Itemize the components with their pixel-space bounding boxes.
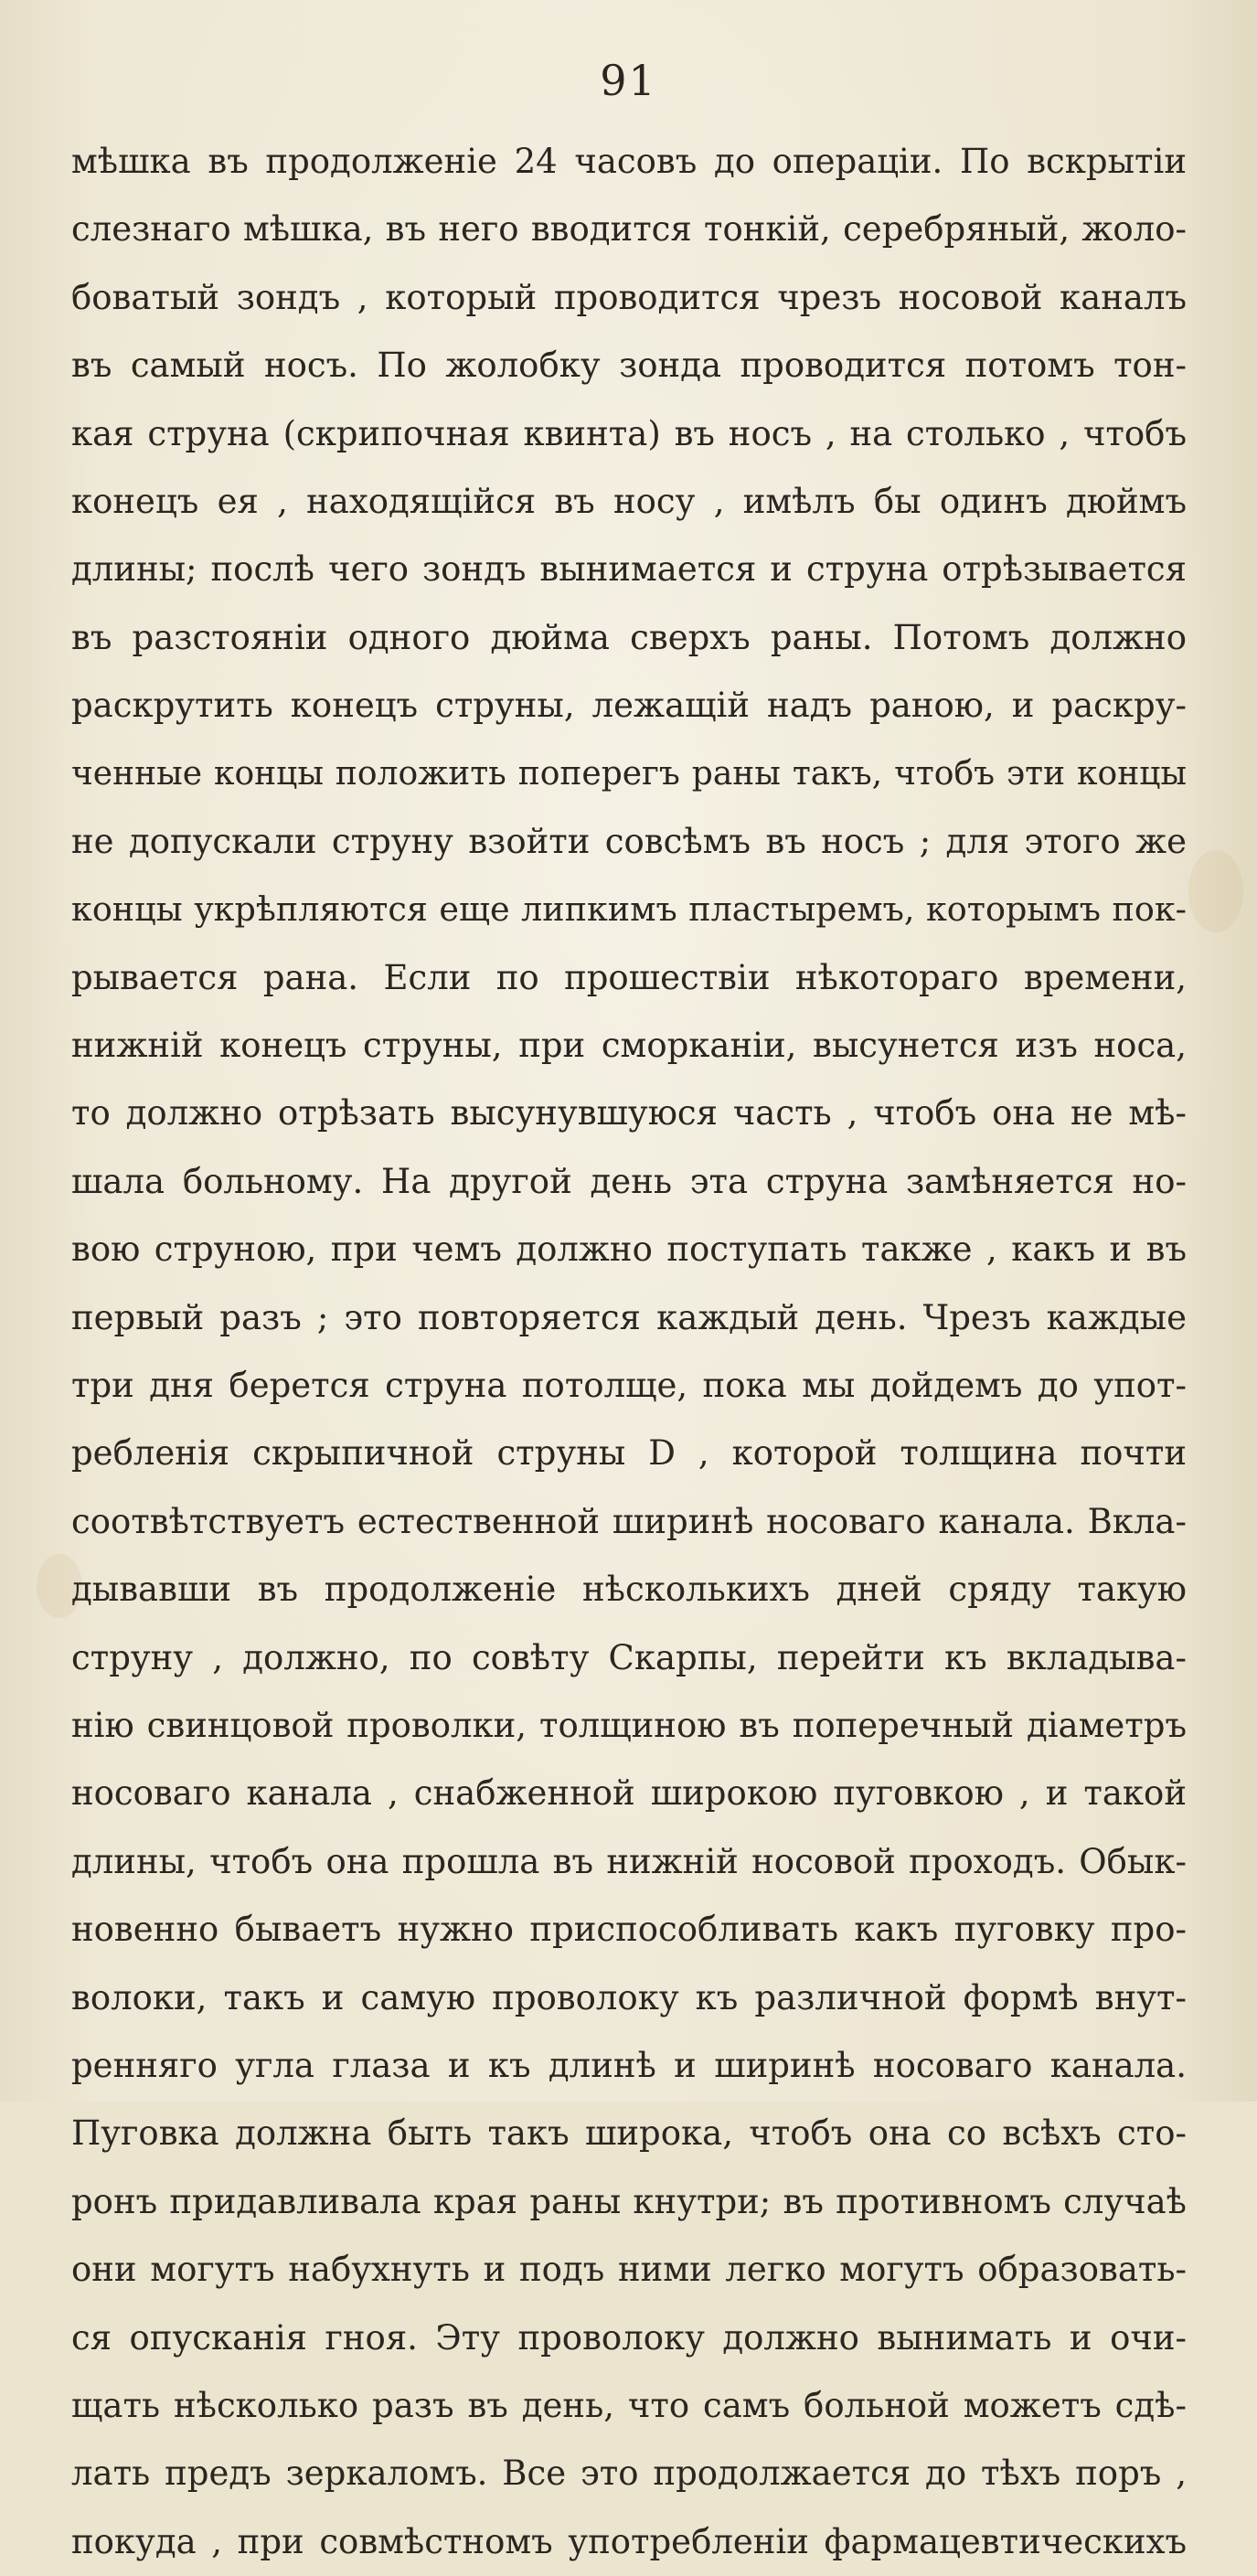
text-line: соотвѣтствуетъ естественной ширинѣ носоваго канала. Вкла- xyxy=(71,1501,1187,1541)
text-line: первый разъ ; это повторяется каждый день. Чрезъ каждые xyxy=(71,1297,1187,1337)
text-line: дывавши въ продолженіе нѣсколькихъ дней сряду такую xyxy=(71,1570,1187,1610)
text-line: нію свинцовой проволки, толщиною въ поперечный діаметръ xyxy=(71,1705,1187,1745)
text-line: концы укрѣпляются еще липкимъ пластыремъ, которымъ пок- xyxy=(71,889,1187,930)
text-line: три дня берется струна потолще, пока мы дойдемъ до упот- xyxy=(71,1366,1187,1406)
text-line: нижній конецъ струны, при сморканіи, высунется изъ носа, xyxy=(71,1026,1187,1066)
text-line: раскрутить конецъ струны, лежащій надъ раною, и раскру- xyxy=(71,686,1187,726)
paper-stain xyxy=(1188,850,1243,932)
text-line: вою струною, при чемъ должно поступать также , какъ и въ xyxy=(71,1229,1187,1270)
text-line: они могутъ набухнуть и подъ ними легко могутъ образовать- xyxy=(71,2250,1187,2290)
text-line: ся опусканія гноя. Эту проволоку должно вынимать и очи- xyxy=(71,2317,1187,2358)
text-line: мѣшка въ продолженіе 24 часовъ до операціи. По вскрытіи xyxy=(71,142,1187,181)
text-line: волоки, такъ и самую проволоку къ различной формѣ внут- xyxy=(71,1977,1187,2017)
text-line: рывается рана. Если по прошествіи нѣкотораго времени, xyxy=(71,957,1187,997)
text-line: въ самый носъ. По жолобку зонда проводится потомъ тон- xyxy=(71,346,1187,386)
text-line: боватый зондъ , который проводится чрезъ носовой каналъ xyxy=(71,277,1187,317)
text-line: ченные концы положить поперегъ раны такъ, чтобъ эти концы xyxy=(71,754,1187,793)
body-text xyxy=(71,128,1187,2576)
text-line: носоваго канала , снабженной широкою пуговкою , и такой xyxy=(71,1773,1187,1814)
text-line: ренняго угла глаза и къ длинѣ и ширинѣ носоваго канала. xyxy=(71,2045,1187,2085)
text-line: новенно бываетъ нужно приспособливать какъ пуговку про- xyxy=(71,1910,1187,1950)
page-number: 91 xyxy=(600,56,657,105)
text-line: струну , должно, по совѣту Скарпы, перейти къ вкладыва- xyxy=(71,1637,1187,1677)
text-line: конецъ ея , находящійся въ носу , имѣлъ бы одинъ дюймъ xyxy=(71,481,1187,521)
text-line: шала больному. На другой день эта струна замѣняется но- xyxy=(71,1161,1187,1201)
text-line: кая струна (скрипочная квинта) въ носъ , на столько , чтобъ xyxy=(71,413,1187,453)
text-line: въ разстояніи одного дюйма сверхъ раны. Потомъ должно xyxy=(71,617,1187,657)
text-line: лать предъ зеркаломъ. Все это продолжается до тѣхъ поръ , xyxy=(71,2454,1187,2494)
text-line: щать нѣсколько разъ въ день, что самъ больной можетъ сдѣ- xyxy=(71,2385,1187,2425)
text-line: Пуговка должна быть такъ широка, чтобъ она со всѣхъ сто- xyxy=(71,2113,1187,2154)
text-line: слезнаго мѣшка, въ него вводится тонкій, серебряный, жоло- xyxy=(71,209,1187,250)
text-line: ребленія скрыпичной струны D , которой толщина почти xyxy=(71,1433,1187,1474)
text-line: длины, чтобъ она прошла въ нижній носовой проходъ. Обык- xyxy=(71,1841,1187,1881)
text-line: длины; послѣ чего зондъ вынимается и струна отрѣзывается xyxy=(71,549,1187,590)
text-line: не допускали струну взойти совсѣмъ въ носъ ; для этого же xyxy=(71,821,1187,861)
text-line: ронъ придавливала края раны кнутри; въ противномъ случаѣ xyxy=(71,2181,1187,2221)
text-line: покуда , при совмѣстномъ употребленіи фармацевтическихъ xyxy=(71,2521,1187,2561)
text-line: то должно отрѣзать высунувшуюся часть , чтобъ она не мѣ- xyxy=(71,1093,1187,1134)
